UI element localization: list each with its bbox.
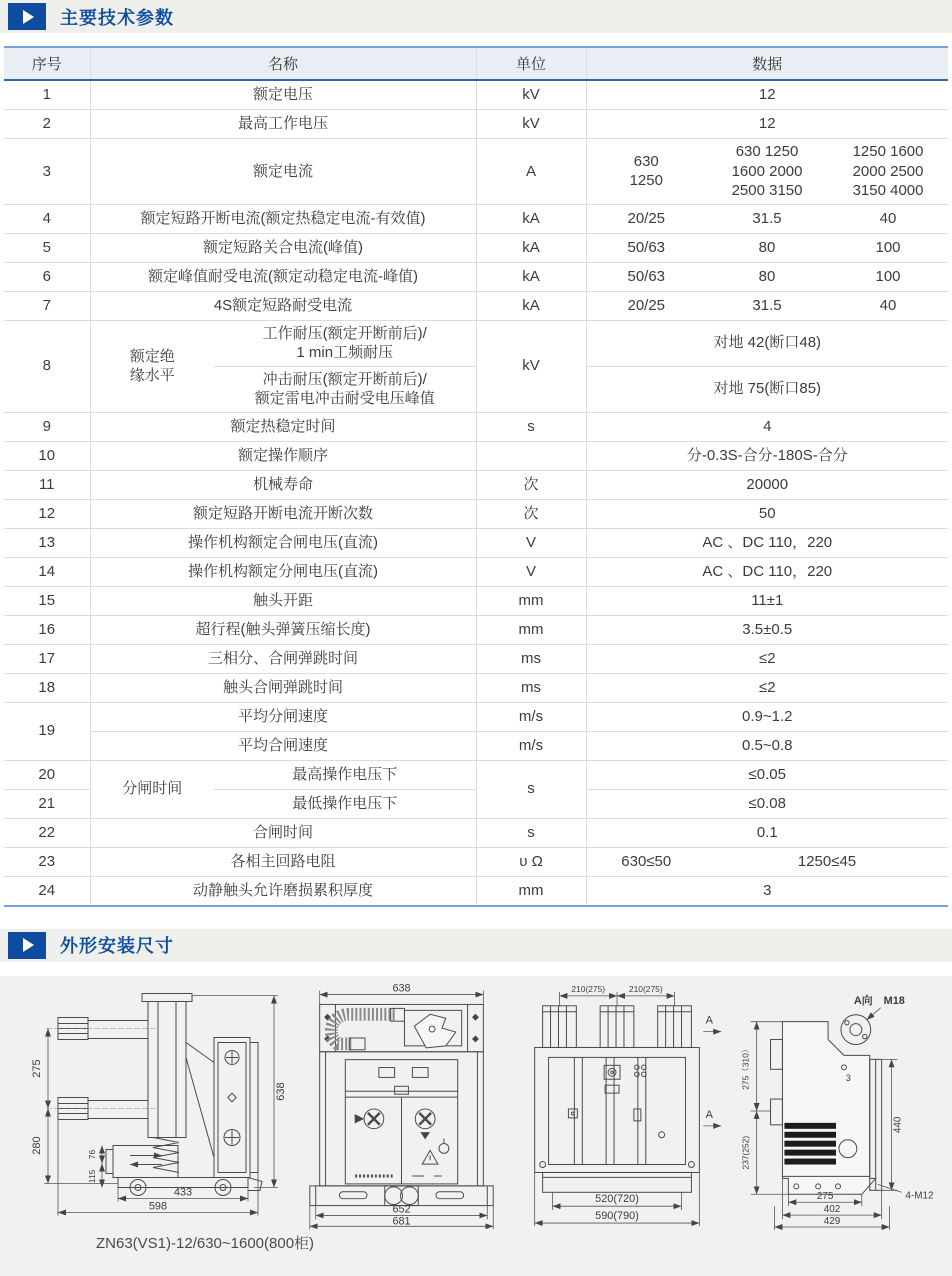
cell-no: 10 <box>4 441 90 470</box>
cell-unit: ms <box>476 673 586 702</box>
cell-name: 额定峰值耐受电流(额定动稳定电流-峰值) <box>90 262 476 291</box>
cell-name: 触头合闸弹跳时间 <box>90 673 476 702</box>
cell-name: 额定操作顺序 <box>90 441 476 470</box>
cell-no: 18 <box>4 673 90 702</box>
section-arrow-icon <box>8 932 46 959</box>
cell-data: 0.5~0.8 <box>586 731 948 760</box>
cell-data: ≤2 <box>586 644 948 673</box>
cell-unit: kA <box>476 233 586 262</box>
cell-name: 额定热稳定时间 <box>90 412 476 441</box>
dim-label: 638 <box>275 1081 287 1101</box>
cell-name: 三相分、合闸弹跳时间 <box>90 644 476 673</box>
dim-label: 280 <box>31 1135 43 1155</box>
table-row <box>4 528 948 557</box>
cell-no: 1 <box>4 80 90 110</box>
cell-data: AC 、DC 110，220 <box>586 557 948 586</box>
cell-unit: kA <box>476 291 586 320</box>
cell-data: ≤0.08 <box>586 789 948 818</box>
table-row <box>4 818 948 847</box>
cell-data: 630≤50 <box>586 847 706 876</box>
cell-no: 24 <box>4 876 90 906</box>
cell-data: 80 <box>706 262 828 291</box>
cell-data: 11±1 <box>586 586 948 615</box>
section-header-dimensions <box>0 929 952 962</box>
cell-sub-name: 工作耐压(额定开断前后)/ 1 min工频耐压 <box>214 320 476 366</box>
cell-data: 100 <box>828 233 948 262</box>
cell-unit: 次 <box>476 470 586 499</box>
cell-unit: m/s <box>476 731 586 760</box>
table-row <box>4 586 948 615</box>
cell-no: 19 <box>4 702 90 760</box>
rear-view-drawing <box>512 982 727 1230</box>
cell-name: 平均合闸速度 <box>90 731 476 760</box>
cell-data: 50 <box>586 499 948 528</box>
cell-data: ≤0.05 <box>586 760 948 789</box>
table-row <box>4 80 948 110</box>
table-row <box>4 557 948 586</box>
cell-name: 操作机构额定合闸电压(直流) <box>90 528 476 557</box>
table-row <box>4 291 948 320</box>
dim-label: 237(252) <box>740 1135 751 1169</box>
cell-no: 2 <box>4 110 90 139</box>
view-direction-label: A向 <box>853 994 873 1007</box>
dim-label: 429 <box>823 1215 841 1227</box>
cell-unit: kA <box>476 262 586 291</box>
dim-label: 210(275) <box>628 983 663 994</box>
cell-unit: ms <box>476 644 586 673</box>
cell-no: 5 <box>4 233 90 262</box>
cell-data: ≤2 <box>586 673 948 702</box>
cell-no: 12 <box>4 499 90 528</box>
cell-no: 20 <box>4 760 90 789</box>
side-view-drawing <box>18 986 298 1224</box>
column-header-data: 数据 <box>586 47 948 80</box>
cell-no: 15 <box>4 586 90 615</box>
table-header-row <box>4 47 948 80</box>
cell-no: 21 <box>4 789 90 818</box>
cell-unit <box>476 441 586 470</box>
table-row <box>4 110 948 139</box>
cell-data: 630 1250 1600 2000 2500 3150 <box>706 139 828 205</box>
cell-data: 80 <box>706 233 828 262</box>
cell-name: 合闸时间 <box>90 818 476 847</box>
cell-unit: m/s <box>476 702 586 731</box>
section-arrow-label: A <box>705 1108 713 1121</box>
dim-label: 520(720) <box>595 1192 639 1205</box>
section-title: 外形安装尺寸 <box>60 936 174 956</box>
drawing-caption: ZN63(VS1)-12/630~1600(800柜) <box>96 1234 315 1252</box>
parameters-table <box>4 46 948 907</box>
thread-label: M18 <box>883 994 905 1007</box>
cell-unit: υ Ω <box>476 847 586 876</box>
dim-label: 76 <box>87 1149 97 1159</box>
cell-data: 12 <box>586 110 948 139</box>
dimension-drawings-panel <box>0 976 952 1276</box>
dim-label: 275 <box>816 1190 834 1202</box>
bolt-label: 4-M12 <box>905 1189 934 1201</box>
dim-label: 638 <box>392 982 411 995</box>
table-row <box>4 470 948 499</box>
table-row <box>4 702 948 731</box>
cell-data: 40 <box>828 291 948 320</box>
cell-name: 额定电压 <box>90 80 476 110</box>
cell-sub-name: 最低操作电压下 <box>214 789 476 818</box>
cell-name: 平均分闸速度 <box>90 702 476 731</box>
cell-data: 31.5 <box>706 204 828 233</box>
cell-name: 额定短路开断电流(额定热稳定电流-有效值) <box>90 204 476 233</box>
dim-label: 440 <box>892 1116 904 1133</box>
dim-label: 652 <box>392 1202 411 1215</box>
section-title: 主要技术参数 <box>60 7 174 28</box>
cell-data: 20/25 <box>586 204 706 233</box>
cell-data: 31.5 <box>706 291 828 320</box>
cell-no: 14 <box>4 557 90 586</box>
table-row <box>4 644 948 673</box>
cell-data: 3 <box>586 876 948 906</box>
cell-unit: mm <box>476 586 586 615</box>
cell-no: 22 <box>4 818 90 847</box>
cell-unit: mm <box>476 615 586 644</box>
cell-data: 1250≤45 <box>706 847 948 876</box>
cell-name: 额定绝 缘水平 <box>90 320 214 412</box>
section-header-parameters <box>0 0 952 33</box>
cell-unit: V <box>476 528 586 557</box>
dim-label: 433 <box>173 1186 193 1198</box>
section-arrow-label: A <box>705 1014 713 1027</box>
cell-unit: kV <box>476 80 586 110</box>
cell-data: 50/63 <box>586 233 706 262</box>
cell-name: 额定短路开断电流开断次数 <box>90 499 476 528</box>
cell-name: 超行程(触头弹簧压缩长度) <box>90 615 476 644</box>
cell-data: 1250 1600 2000 2500 3150 4000 <box>828 139 948 205</box>
cell-data: 分-0.3S-合分-180S-合分 <box>586 441 948 470</box>
dim-label: 275 <box>31 1058 43 1078</box>
cell-name: 操作机构额定分闸电压(直流) <box>90 557 476 586</box>
cell-no: 6 <box>4 262 90 291</box>
cell-name: 分闸时间 <box>90 760 214 818</box>
cell-unit: V <box>476 557 586 586</box>
table-row <box>4 847 948 876</box>
cell-data: 对地 75(断口85) <box>586 366 948 412</box>
table-row <box>4 441 948 470</box>
cell-unit: kA <box>476 204 586 233</box>
cell-no: 11 <box>4 470 90 499</box>
dim-label: 598 <box>148 1200 168 1212</box>
column-header-name: 名称 <box>90 47 476 80</box>
cell-name: 机械寿命 <box>90 470 476 499</box>
dim-label: 402 <box>823 1203 841 1215</box>
cell-no: 16 <box>4 615 90 644</box>
cell-no: 23 <box>4 847 90 876</box>
cell-sub-name: 冲击耐压(额定开断前后)/ 额定雷电冲击耐受电压峰值 <box>214 366 476 412</box>
cell-data: 100 <box>828 262 948 291</box>
section-arrow-icon <box>8 3 46 30</box>
table-row <box>4 412 948 441</box>
cell-unit: s <box>476 818 586 847</box>
note-label: 3 <box>845 1072 851 1083</box>
cell-data: 4 <box>586 412 948 441</box>
table-row <box>4 204 948 233</box>
table-row <box>4 760 948 789</box>
cell-unit: A <box>476 139 586 205</box>
cell-name: 各相主回路电阻 <box>90 847 476 876</box>
table-row <box>4 615 948 644</box>
cell-unit: kV <box>476 110 586 139</box>
cell-data: 630 1250 <box>586 139 706 205</box>
cell-name: 4S额定短路耐受电流 <box>90 291 476 320</box>
cell-unit: s <box>476 412 586 441</box>
cell-name: 最高工作电压 <box>90 110 476 139</box>
cell-data: 40 <box>828 204 948 233</box>
cell-unit: 次 <box>476 499 586 528</box>
cell-data: 20/25 <box>586 291 706 320</box>
table-row <box>4 731 948 760</box>
dim-label: 590(790) <box>595 1209 639 1222</box>
cell-unit: s <box>476 760 586 818</box>
cell-data: 0.9~1.2 <box>586 702 948 731</box>
dim-label: 210(275) <box>571 983 606 994</box>
column-header-unit: 单位 <box>476 47 586 80</box>
dim-label: 115 <box>87 1169 97 1183</box>
cell-no: 4 <box>4 204 90 233</box>
cell-name: 额定短路关合电流(峰值) <box>90 233 476 262</box>
table-row <box>4 233 948 262</box>
cell-no: 3 <box>4 139 90 205</box>
cell-data: 0.1 <box>586 818 948 847</box>
cell-data: 20000 <box>586 470 948 499</box>
table-row <box>4 499 948 528</box>
dim-label: 681 <box>392 1214 411 1227</box>
cell-data: 3.5±0.5 <box>586 615 948 644</box>
cell-no: 7 <box>4 291 90 320</box>
table-row <box>4 262 948 291</box>
cell-no: 17 <box>4 644 90 673</box>
cell-data: 对地 42(断口48) <box>586 320 948 366</box>
table-row <box>4 320 948 366</box>
cell-unit: kV <box>476 320 586 412</box>
cell-name: 动静触头允许磨损累积厚度 <box>90 876 476 906</box>
cell-no: 9 <box>4 412 90 441</box>
cell-sub-name: 最高操作电压下 <box>214 760 476 789</box>
cell-no: 8 <box>4 320 90 412</box>
table-row <box>4 139 948 205</box>
cell-data: AC 、DC 110，220 <box>586 528 948 557</box>
table-row <box>4 673 948 702</box>
cell-unit: mm <box>476 876 586 906</box>
table-row <box>4 876 948 906</box>
column-header-no: 序号 <box>4 47 90 80</box>
cell-data: 50/63 <box>586 262 706 291</box>
cell-data: 12 <box>586 80 948 110</box>
cell-name: 触头开距 <box>90 586 476 615</box>
front-view-drawing <box>296 982 508 1230</box>
cell-no: 13 <box>4 528 90 557</box>
dim-label: 275（310） <box>740 1044 751 1090</box>
cell-name: 额定电流 <box>90 139 476 205</box>
section-view-drawing <box>726 982 948 1230</box>
